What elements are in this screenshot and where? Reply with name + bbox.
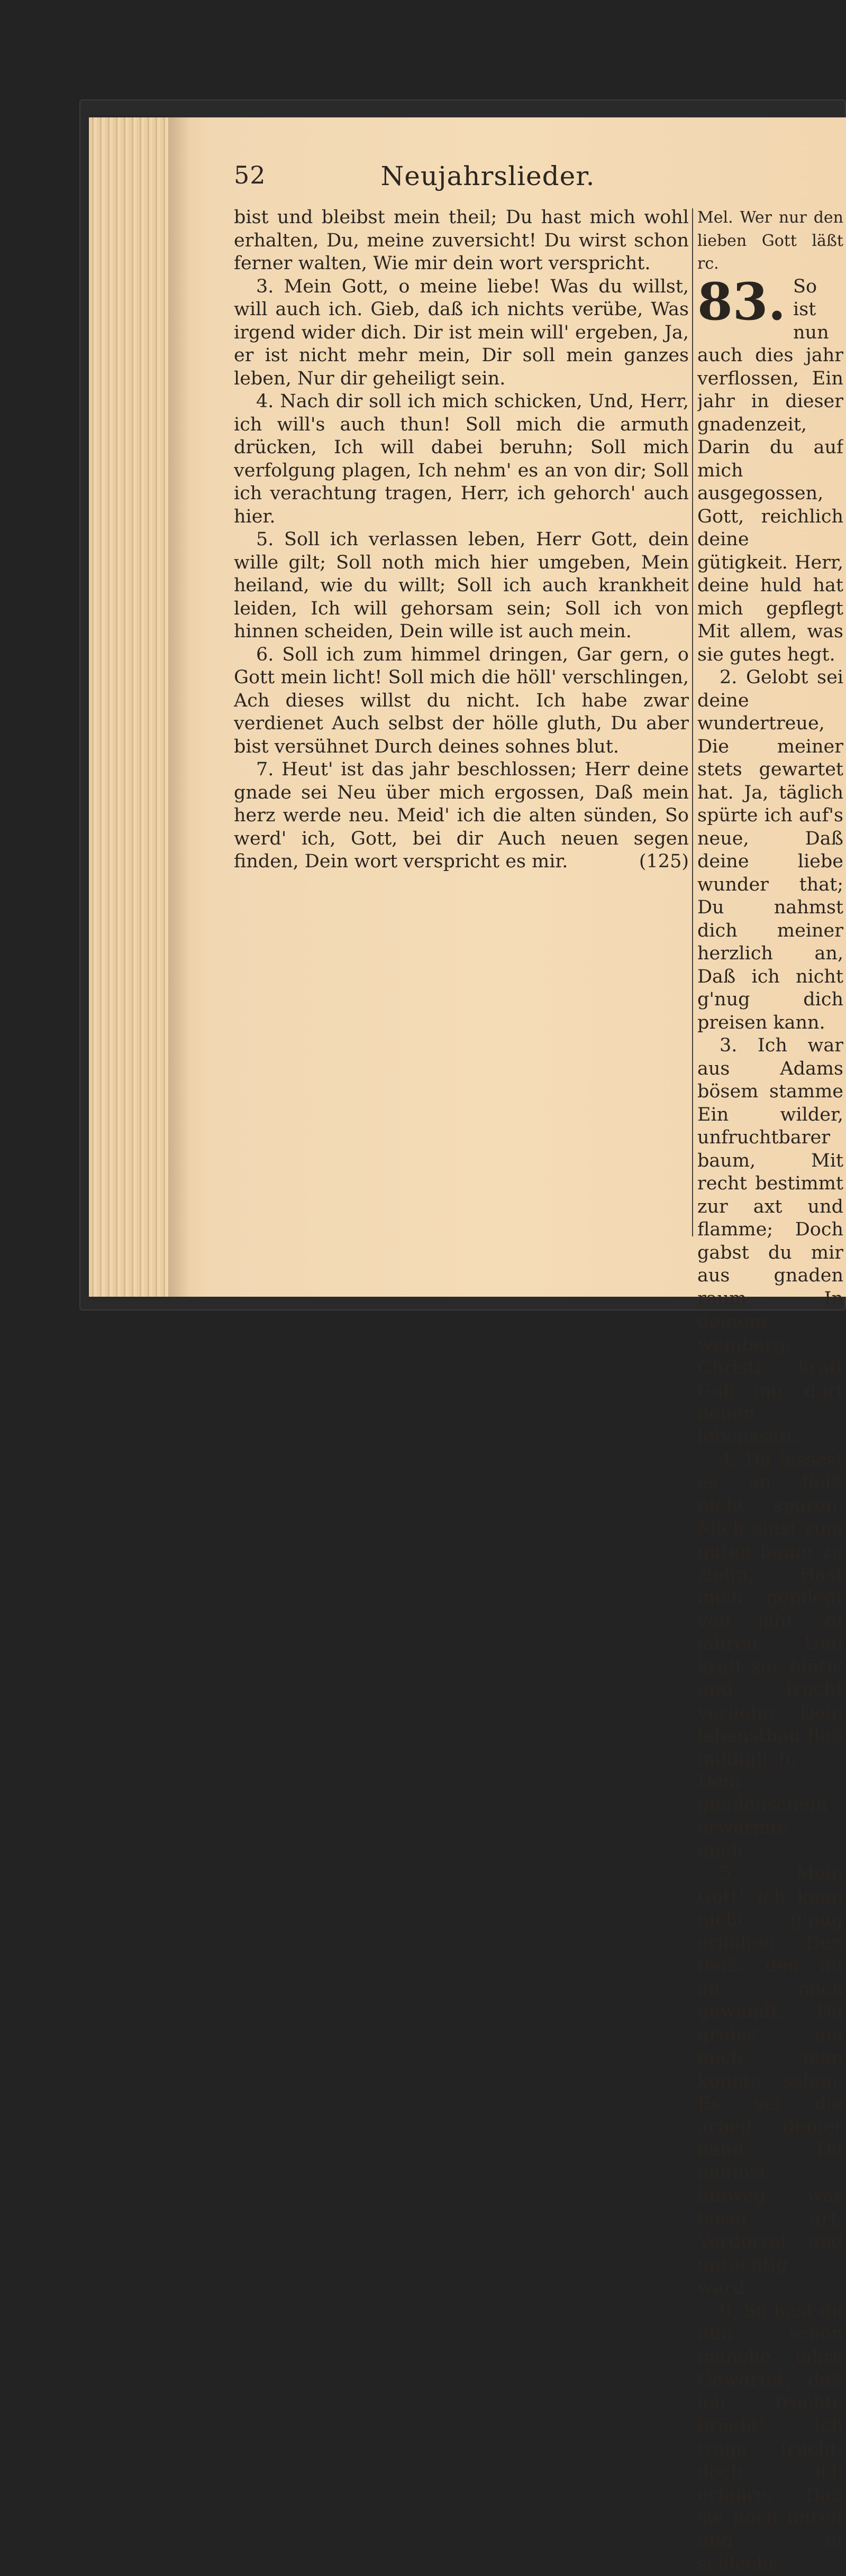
page-edges (89, 117, 168, 1297)
left-stanza-5: 5. Soll ich verlassen leben, Herr Gott, dein wille gilt; Soll noth mich hier umgeben, Mein heiland, wie du willt; Soll ich auch krankheit leiden, Ich will gehorsam sein; Soll ich von hinnen scheiden, Dein wille ist auch mein. (234, 529, 689, 642)
left-stanza-4: 4. Nach dir soll ich mich schicken, Und, Herr, ich will's auch thun! Soll mich die armuth drücken, Ich will dabei beruhn; Soll mich verfolgung plagen, Ich nehm' es an von dir; Soll ich verachtung tragen, Herr, ich gehorch' auch hier. (234, 391, 689, 527)
right-stanza-3: 3. Ich war aus Adams bösem stamme Ein wilder, unfruchtbarer baum, Mit recht bestimmt zur axt und flamme; Doch gabst du mir aus gnaden raum In deinem weinberg, Christi kraft Gab mir dort neuen lebenssaft. (697, 1035, 843, 1447)
page-header (234, 161, 846, 203)
left-stanza-7-text: 7. Heut' ist das jahr beschlossen; Herr deine gnade sei Neu über mich ergossen, Daß mein herz werde neu. Meid' ich die alten sünden, So werd' ich, Gott, bei dir Auch neuen segen finden, Dein wort verspricht es mir. (234, 759, 689, 872)
right-stanza-6: 6. So hast du nun schon manche jahre Gewartet, daß ich früchte brächt'. Ich trage frucht, doch ich erfahre, Daß sie noch unreif und zu schlecht. (697, 2300, 843, 2574)
right-stanza-5: 5. Mein Gott! ich kann nicht g'nug erhöhen Den fleiß, den du an mich gewandt. Du grubst um mich, man konnte sehen, Es sei die arbeit deiner hand; Du nahmst hinweg, was böser art, Verdorret und untüchtig ward. (697, 1863, 843, 2298)
left-paragraph-1: bist und bleibst mein theil; Du hast mich wohl erhalten, Du, meine zuversicht! Du wirst schon ferner walten, Wie mir dein wort verspricht. (234, 207, 689, 274)
left-stanza-7 (234, 758, 689, 874)
running-head: Neujahrslieder. (380, 161, 595, 191)
page-number: 52 (234, 161, 266, 189)
book-page (168, 117, 846, 2574)
right-stanza-1 (697, 271, 843, 667)
right-stanza-2: 2. Gelobt sei deine wundertreue, Die meiner stets gewartet hat. Ja, täglich spürte ich auf's neue, Daß deine liebe wunder that; Du nahmst dich meiner herzlich an, Daß ich nicht g'nug dich preisen kann. (697, 667, 843, 1033)
hymn-end-number: (125) (639, 851, 689, 872)
right-stanza-4: 4. Du lässest es an fleiß nicht sparen, Mich einst zum guten baum zu ziehn, Hast mich gepflegt von jahr zu jahren Und kraft zur blüth' und frucht verliehn. Dein lebensthau floß mildiglich, Dein gnadenschein erwärmte mich. (697, 1449, 843, 1862)
right-column (697, 206, 843, 2576)
gutter-shadow (168, 117, 189, 1297)
right-stanza-1-text: So ist nun auch dies jahr verflossen, Ein jahr in dieser gnadenzeit, Darin du auf mich ausgegossen, Gott, reichlich deine gütigkeit. Herr, deine huld hat mich gepflegt Mit allem, was sie gutes hegt. (697, 276, 843, 665)
hymn-number: 83. (697, 271, 786, 332)
column-divider (692, 208, 693, 1236)
left-column (234, 206, 689, 874)
left-stanza-3: 3. Mein Gott, o meine liebe! Was du willst, will auch ich. Gieb, daß ich nichts verübe, Was irgend wider dich. Dir ist mein will' ergeben, Ja, er ist nicht mehr mein, Dir soll mein ganzes leben, Nur dir geheiligt sein. (234, 276, 689, 389)
left-stanza-6: 6. Soll ich zum himmel dringen, Gar gern, o Gott mein licht! Soll mich die höll' verschlingen, Ach dieses willst du nicht. Ich habe zwar verdienet Auch selbst der hölle gluth, Du aber bist versühnet Durch deines sohnes blut. (234, 644, 689, 757)
melody-line: Mel. Wer nur den lieben Gott läßt rc. (697, 208, 843, 273)
